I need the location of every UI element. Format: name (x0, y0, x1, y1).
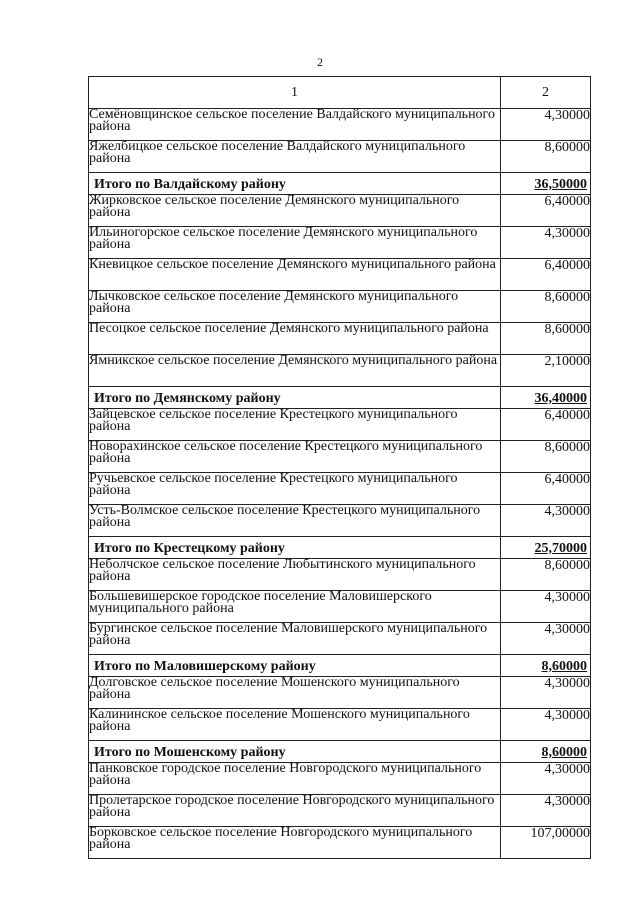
total-value: 8,60000 (501, 655, 591, 677)
settlement-value: 4,30000 (501, 763, 591, 795)
total-value: 36,50000 (501, 173, 591, 195)
page-number: 2 (317, 55, 323, 69)
table-row (89, 323, 591, 355)
table-row (89, 109, 591, 141)
total-value: 25,70000 (501, 537, 591, 559)
settlement-name: Усть-Волмское сельское поселение Крестецкого муниципального района (89, 505, 501, 537)
table-row (89, 195, 591, 227)
settlement-value: 4,30000 (501, 795, 591, 827)
allocation-table (88, 76, 591, 859)
settlement-value: 4,30000 (501, 623, 591, 655)
settlement-name: Борковское сельское поселение Новгородского муниципального района (89, 827, 501, 859)
table-row (89, 291, 591, 323)
settlement-value: 4,30000 (501, 709, 591, 741)
settlement-name: Лычковское сельское поселение Демянского муниципального района (89, 291, 501, 323)
settlement-value: 4,30000 (501, 227, 591, 259)
column-header-2: 2 (501, 77, 591, 109)
table-row (89, 709, 591, 741)
table-row (89, 795, 591, 827)
settlement-value: 107,00000 (501, 827, 591, 859)
settlement-name: Жирковское сельское поселение Демянского муниципального района (89, 195, 501, 227)
settlement-value: 6,40000 (501, 195, 591, 227)
settlement-name: Неболчское сельское поселение Любытинского муниципального района (89, 559, 501, 591)
settlement-name: Зайцевское сельское поселение Крестецкого муниципального района (89, 409, 501, 441)
table-row (89, 623, 591, 655)
table-row (89, 505, 591, 537)
table-total-row (89, 387, 591, 409)
table-total-row (89, 537, 591, 559)
table-row (89, 559, 591, 591)
settlement-value: 6,40000 (501, 409, 591, 441)
settlement-name: Ручьевское сельское поселение Крестецкого муниципального района (89, 473, 501, 505)
total-label: Итого по Демянскому району (89, 387, 501, 409)
settlement-value: 4,30000 (501, 109, 591, 141)
table-row (89, 355, 591, 387)
settlement-value: 8,60000 (501, 141, 591, 173)
total-label: Итого по Крестецкому району (89, 537, 501, 559)
table-header-row (89, 77, 591, 109)
settlement-value: 4,30000 (501, 677, 591, 709)
settlement-value: 4,30000 (501, 505, 591, 537)
table-row (89, 677, 591, 709)
settlement-name: Большевишерское городское поселение Маловишерского муниципального района (89, 591, 501, 623)
settlement-name: Яжелбицкое сельское поселение Валдайского муниципального района (89, 141, 501, 173)
settlement-name: Новорахинское сельское поселение Крестецкого муниципального района (89, 441, 501, 473)
settlement-name: Семёновщинское сельское поселение Валдайского муниципального района (89, 109, 501, 141)
total-value: 36,40000 (501, 387, 591, 409)
settlement-value: 8,60000 (501, 441, 591, 473)
settlement-name: Ильиногорское сельское поселение Демянского муниципального района (89, 227, 501, 259)
table-row (89, 441, 591, 473)
total-label: Итого по Маловишерскому району (89, 655, 501, 677)
table-total-row (89, 655, 591, 677)
settlement-name: Долговское сельское поселение Мошенского муниципального района (89, 677, 501, 709)
settlement-value: 2,10000 (501, 355, 591, 387)
settlement-value: 8,60000 (501, 559, 591, 591)
settlement-value: 6,40000 (501, 473, 591, 505)
table-row (89, 827, 591, 859)
table-row (89, 409, 591, 441)
settlement-value: 8,60000 (501, 323, 591, 355)
total-label: Итого по Мошенскому району (89, 741, 501, 763)
settlement-name: Калининское сельское поселение Мошенского муниципального района (89, 709, 501, 741)
table-row (89, 259, 591, 291)
total-value: 8,60000 (501, 741, 591, 763)
column-header-1: 1 (89, 77, 501, 109)
table-row (89, 591, 591, 623)
settlement-name: Бургинское сельское поселение Маловишерского муниципального района (89, 623, 501, 655)
settlement-name: Пролетарское городское поселение Новгородского муниципального района (89, 795, 501, 827)
table-total-row (89, 741, 591, 763)
settlement-value: 6,40000 (501, 259, 591, 291)
settlement-value: 8,60000 (501, 291, 591, 323)
settlement-value: 4,30000 (501, 591, 591, 623)
table-row (89, 141, 591, 173)
table-row (89, 473, 591, 505)
settlement-name: Панковское городское поселение Новгородского муниципального района (89, 763, 501, 795)
table-row (89, 763, 591, 795)
settlement-name: Ямникское сельское поселение Демянского муниципального района (89, 355, 501, 387)
table-body (89, 109, 591, 859)
settlement-name: Кневицкое сельское поселение Демянского муниципального района (89, 259, 501, 291)
settlement-name: Песоцкое сельское поселение Демянского муниципального района (89, 323, 501, 355)
table-total-row (89, 173, 591, 195)
table-row (89, 227, 591, 259)
total-label: Итого по Валдайскому району (89, 173, 501, 195)
